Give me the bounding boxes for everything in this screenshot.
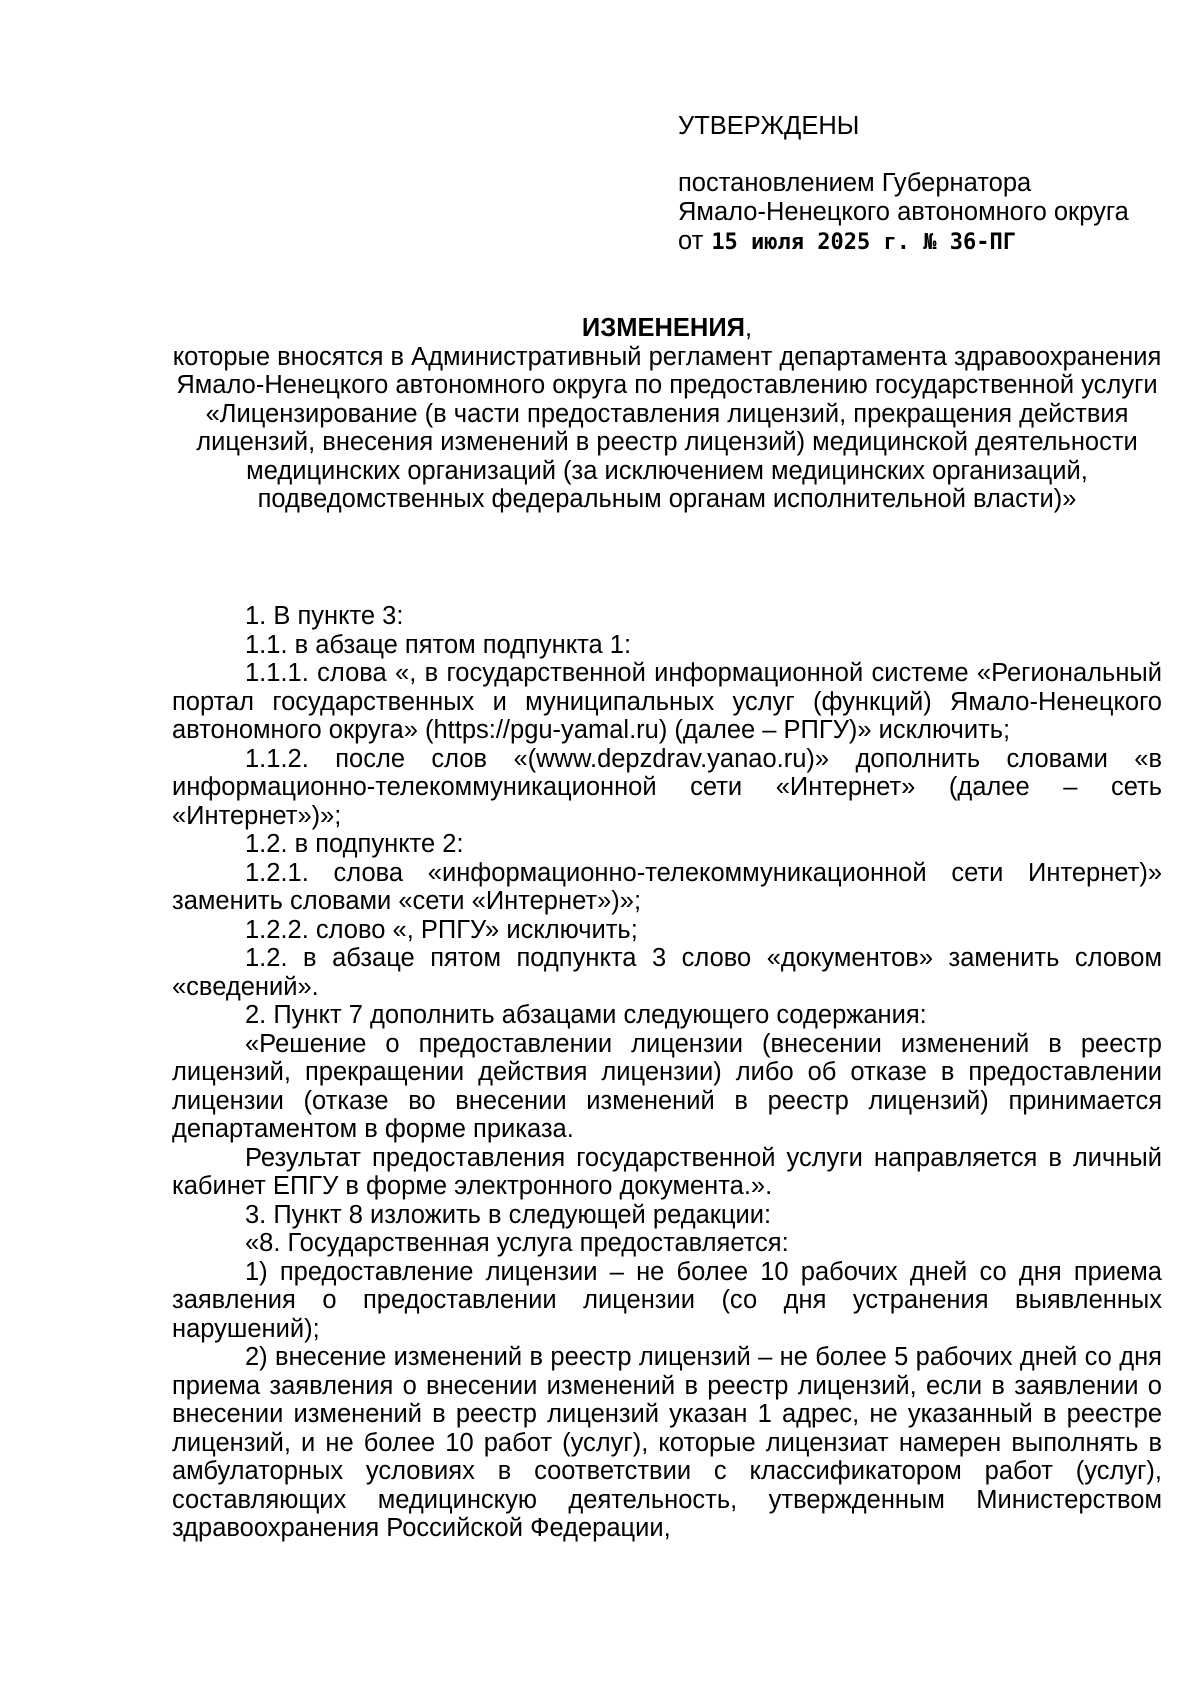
body-paragraph: 1.1.1. слова «, в государственной информационной системе «Региональный портал государственных и муниципальных услуг (функций) Ямало-Ненецкого автономного округа» (https://pgu-yamal.ru) (далее – РПГУ)» исключить; [172, 659, 1162, 744]
body-paragraph: «8. Государственная услуга предоставляется: [245, 1229, 789, 1257]
document-title: ИЗМЕНЕНИЯ [581, 314, 745, 342]
body-paragraph: 2. Пункт 7 дополнить абзацами следующего содержания: [245, 1001, 927, 1029]
approval-authority-line-1: постановлением Губернатора [678, 169, 1032, 197]
document-title-block [172, 314, 1162, 514]
approval-authority-line-2: Ямало-Ненецкого автономного округа [678, 198, 1129, 226]
body-paragraph: 1.2.2. слово «, РПГУ» исключить; [245, 915, 638, 944]
body-paragraph: 1.2. в подпункте 2: [245, 830, 464, 858]
body-paragraph: 1.1. в абзаце пятом подпункта 1: [245, 630, 632, 659]
body-paragraph: 1. В пункте 3: [245, 602, 404, 630]
body-paragraph: Результат предоставления государственной услуги направляется в личный кабинет ЕПГУ в форме электронного документа.». [172, 1143, 1162, 1200]
body-paragraph: 1.1.2. после слов «(www.depzdrav.yanao.ru)» дополнить словами «в информационно-телекоммуникационной сети «Интернет» (далее – сеть «Интернет»)»; [172, 744, 1162, 830]
document-title-suffix: , [744, 314, 753, 342]
approval-heading: УТВЕРЖДЕНЫ [678, 112, 860, 140]
document-subtitle: которые вносятся в Административный регламент департамента здравоохранения Ямало-Ненецкого автономного округа по предоставлению государственной услуги «Лицензирование (в части предоставления лицензий, прекращения действия лицензий, внесения изменений в реестр лицензий) медицинской деятельности медицинских организаций (за исключением медицинских организаций, подведомственных федеральным органам исполнительной власти)» [172, 342, 1162, 513]
document-body [172, 602, 1162, 1543]
approval-date-line [678, 227, 1158, 257]
document-title-line [172, 314, 1162, 343]
body-paragraph: «Решение о предоставлении лицензии (внесении изменений в реестр лицензий, прекращении действия лицензии) либо об отказе в предоставлении лицензии (отказе во внесении изменений в реестр лицензий) принимается департаментом в форме приказа. [172, 1029, 1162, 1143]
approval-date-value: 15 июля 2025 г. № 36-ПГ [711, 230, 1016, 255]
approval-date-prefix: от [678, 227, 704, 255]
body-paragraph: 1) предоставление лицензии – не более 10 рабочих дней со дня приема заявления о предоставлении лицензии (со дня устранения выявленных нарушений); [172, 1257, 1162, 1343]
body-paragraph: 1.2. в абзаце пятом подпункта 3 слово «документов» заменить словом «сведений». [172, 944, 1162, 1001]
body-paragraph: 1.2.1. слова «информационно-телекоммуникационной сети Интернет)» заменить словами «сети «Интернет»)»; [172, 858, 1162, 915]
body-paragraph: 2) внесение изменений в реестр лицензий – не более 5 рабочих дней со дня приема заявления о внесении изменений в реестр лицензий, если в заявлении о внесении изменений в реестр лицензий указан 1 адрес, не указанный в реестре лицензий, и не более 10 работ (услуг), которые лицензиат намерен выполнять в амбулаторных условиях в соответствии с классификатором работ (услуг), составляющих медицинскую деятельность, утвержденным Министерством здравоохранения Российской Федерации, [172, 1343, 1162, 1542]
body-paragraph: 3. Пункт 8 изложить в следующей редакции: [245, 1200, 772, 1229]
approval-stamp [678, 112, 1158, 257]
